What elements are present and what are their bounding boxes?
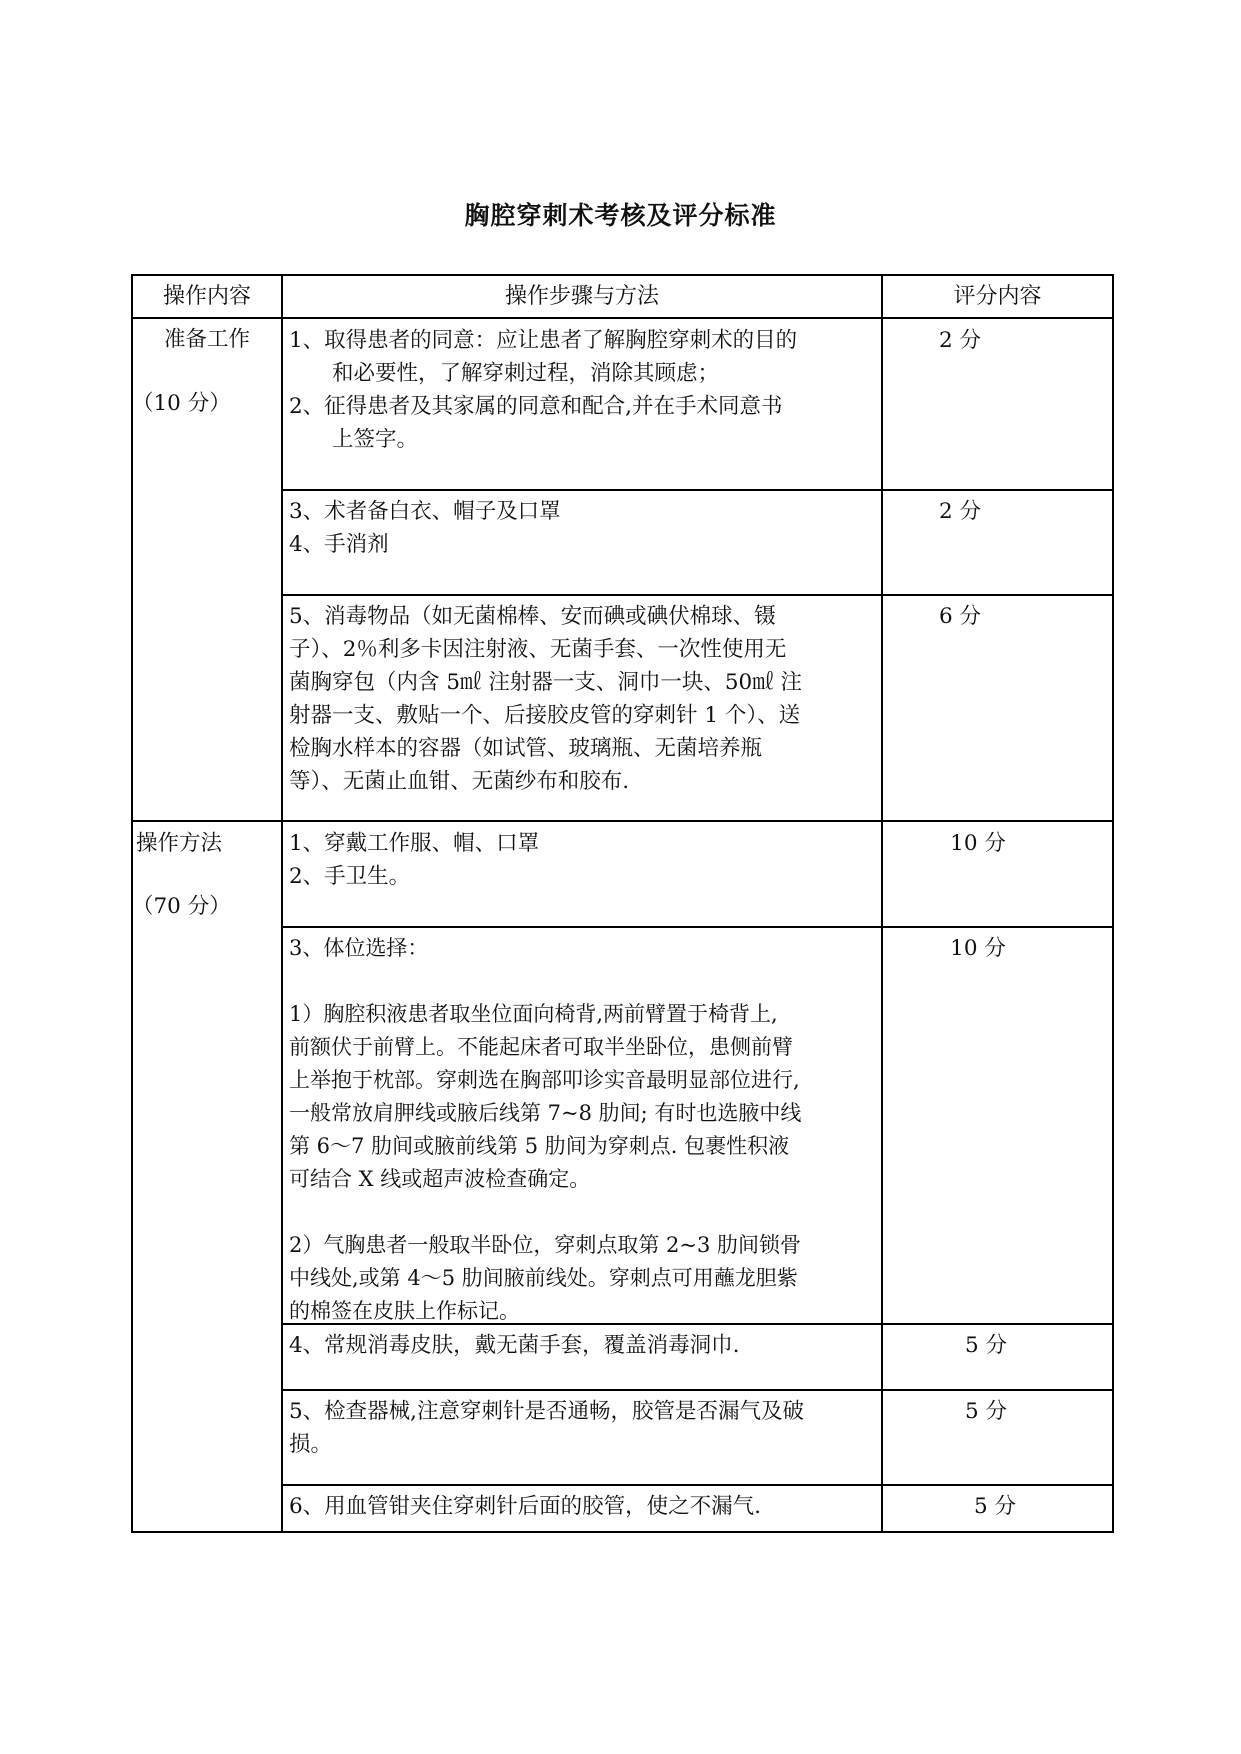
step-text: 3、体位选择： 1）胸腔积液患者取坐位面向椅背,两前臂置于椅背上, 前额伏于前臂上。不能起床者可取半坐卧位，患侧前臂 上举抱于枕部。穿刺选在胸部叩诊实音最明显部位进行, 一般常放肩胛线或腋后线第 7~8 肋间; 有时也选腋中线 第 6～7 肋间或腋前线第 5 肋间为穿刺点. 包裹性积液 可结合 X 线或超声波检查确定。 2）气胸患者一般取半卧位，穿刺点取第 2~3 肋间锁骨 中线处,或第 4～5 肋间腋前线处。穿刺点可用蘸龙胆紫 的棉签在皮肤上作标记。 (289, 936, 802, 1323)
row-divider (282, 489, 1114, 491)
section-points: （70 分） (132, 894, 231, 919)
section-name: 操作方法 (136, 831, 223, 856)
table-border-top (131, 274, 1114, 276)
section-points: （10 分） (132, 391, 231, 416)
header-operation-content: 操作内容 (162, 284, 251, 309)
score-value: 10 分 (950, 831, 1006, 856)
score-value: 2 分 (938, 328, 981, 353)
score-value: 5 分 (964, 1333, 1007, 1358)
step-text: 6、用血管钳夹住穿刺针后面的胶管，使之不漏气. (289, 1494, 762, 1519)
page-title: 胸腔穿刺术考核及评分标准 (464, 201, 777, 230)
step-text: 1、取得患者的同意：应让患者了解胸腔穿刺术的目的 和必要性，了解穿刺过程，消除其顾虑； 2、征得患者及其家属的同意和配合,并在手术同意书 上签字。 (289, 328, 798, 452)
header-steps-methods: 操作步骤与方法 (504, 284, 659, 309)
score-value: 5 分 (964, 1399, 1007, 1424)
row-divider (282, 926, 1114, 928)
score-value: 5 分 (973, 1494, 1016, 1519)
score-value: 6 分 (938, 604, 981, 629)
step-text: 5、检查器械,注意穿刺针是否通畅，胶管是否漏气及破 损。 (289, 1399, 805, 1457)
row-divider (282, 1484, 1114, 1486)
row-divider (282, 1389, 1114, 1391)
section-divider (131, 820, 1114, 822)
header-divider (131, 317, 1114, 319)
step-text: 5、消毒物品（如无菌棉棒、安而碘或碘伏棉球、镊 子）、2％利多卡因注射液、无菌手套、一次性使用无 菌胸穿包（内含 5㎖ 注射器一支、洞巾一块、50㎖ 注 射器一支、敷贴一个、后接胶皮管的穿刺针 1 个）、送 检胸水样本的容器（如试管、玻璃瓶、无菌培养瓶 等）、无菌止血钳、无菌纱布和胶布. (289, 604, 803, 794)
score-value: 2 分 (938, 499, 981, 524)
column-divider (281, 274, 283, 1533)
table-border-bottom (131, 1531, 1114, 1533)
step-text: 3、术者备白衣、帽子及口罩 4、手消剂 (289, 499, 561, 557)
section-name: 准备工作 (163, 327, 250, 352)
header-score-content: 评分内容 (953, 284, 1042, 309)
step-text: 4、常规消毒皮肤，戴无菌手套，覆盖消毒洞巾. (289, 1333, 740, 1358)
row-divider (282, 594, 1114, 596)
table-border-right (1112, 274, 1114, 1533)
score-value: 10 分 (950, 936, 1006, 961)
step-text: 1、穿戴工作服、帽、口罩 2、手卫生。 (289, 831, 540, 889)
